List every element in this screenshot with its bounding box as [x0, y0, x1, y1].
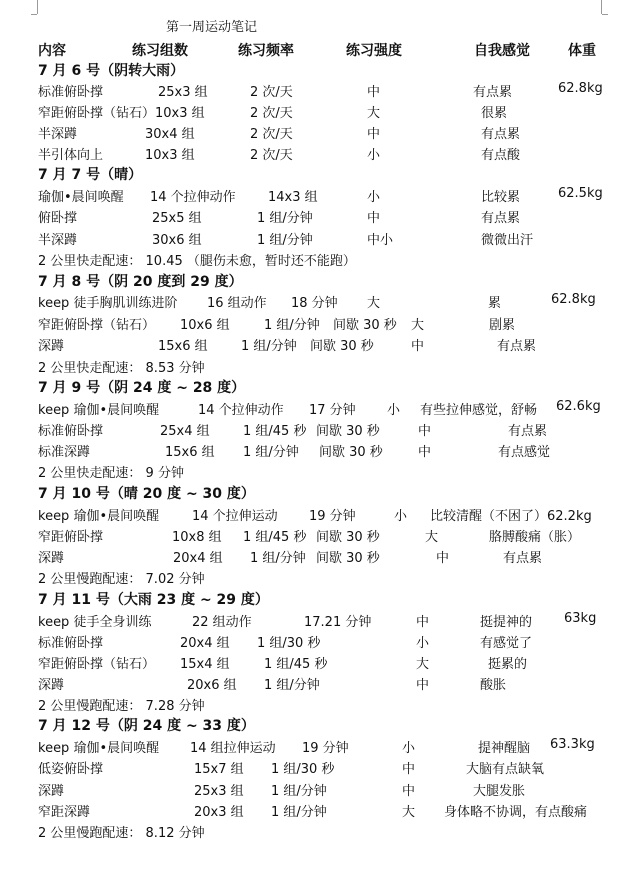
- day-heading: 7 月 8 号（阴 20 度到 29 度）: [38, 274, 243, 290]
- day-heading: 7 月 6 号（阴转大雨）: [38, 63, 185, 79]
- exercise-sets: 25x3 组: [158, 85, 208, 100]
- table-row: [0, 505, 617, 523]
- exercise-intensity: 中: [436, 551, 450, 566]
- exercise-sets: 10x3 组: [145, 148, 195, 163]
- exercise-frequency: 19 分钟: [302, 741, 349, 756]
- exercise-frequency: 1 组/分钟: [264, 678, 320, 693]
- exercise-frequency: 19 分钟: [309, 509, 356, 524]
- exercise-feeling: 有点累: [481, 211, 521, 226]
- exercise-intensity: 大: [367, 106, 381, 121]
- exercise-name: 窄距俯卧撑（钻石）: [38, 318, 156, 333]
- exercise-intensity: 大: [425, 530, 439, 545]
- body-weight: 62.8kg: [558, 81, 603, 96]
- exercise-sets: 14 个拉伸动作: [198, 403, 284, 418]
- exercise-intensity: 中: [411, 339, 425, 354]
- exercise-frequency: 1 组/分钟: [250, 551, 306, 566]
- exercise-name: 标准俯卧撑: [38, 85, 104, 100]
- table-row: [0, 758, 617, 776]
- exercise-feeling: 挺提神的: [480, 615, 533, 630]
- exercise-intensity: 中: [367, 85, 381, 100]
- table-row: [0, 737, 617, 755]
- exercise-intensity: 中: [402, 762, 416, 777]
- table-row: [0, 123, 617, 141]
- corner-mark-left: [37, 0, 38, 14]
- exercise-feeling: 大腿发胀: [473, 784, 526, 799]
- day-heading: 7 月 11 号（大雨 23 度 ~ 29 度）: [38, 592, 269, 608]
- exercise-intensity: 中: [367, 211, 381, 226]
- exercise-intensity: 中: [416, 615, 430, 630]
- exercise-frequency: 2 次/天: [250, 85, 293, 100]
- exercise-intensity: 中: [418, 424, 432, 439]
- exercise-sets: 10x6 组: [180, 318, 230, 333]
- table-row: [0, 314, 617, 332]
- table-header: [0, 40, 617, 58]
- exercise-feeling: 有些拉伸感觉，舒畅: [420, 403, 538, 418]
- exercise-name: 窄距俯卧撑（钻石）10x3 组: [38, 106, 205, 121]
- header-content: 内容: [38, 43, 66, 59]
- exercise-rest: 间歇 30 秒: [316, 530, 380, 545]
- exercise-intensity: 小: [402, 741, 416, 756]
- exercise-name: 深蹲: [38, 339, 65, 354]
- body-weight: 62.5kg: [558, 186, 603, 201]
- exercise-name: 瑜伽•晨间唤醒: [38, 190, 124, 205]
- exercise-frequency: 2 次/天: [250, 106, 293, 121]
- table-row: [0, 335, 617, 353]
- exercise-frequency: 1 组/45 秒: [243, 530, 307, 545]
- pace-note: 2 公里慢跑配速： 7.02 分钟: [38, 572, 205, 587]
- table-row: [0, 674, 617, 692]
- header-sets: 练习组数: [132, 43, 188, 59]
- exercise-frequency: 2 次/天: [250, 127, 293, 142]
- table-row: [0, 81, 617, 99]
- exercise-name: 半深蹲: [38, 233, 78, 248]
- exercise-feeling: 比较清醒（不困了）62.2kg: [430, 509, 592, 524]
- exercise-feeling: 酸胀: [480, 678, 507, 693]
- table-row: [0, 292, 617, 310]
- table-row: [0, 102, 617, 120]
- exercise-name: 深蹲: [38, 678, 65, 693]
- exercise-intensity: 中: [402, 784, 416, 799]
- exercise-frequency: 1 组/分钟: [257, 233, 313, 248]
- header-intensity: 练习强度: [346, 43, 402, 59]
- exercise-frequency: 17.21 分钟: [304, 615, 372, 630]
- exercise-feeling: 提神醒脑: [478, 741, 531, 756]
- pace-note: 2 公里快走配速： 8.53 分钟: [38, 361, 205, 376]
- exercise-feeling: 有点累: [481, 127, 521, 142]
- table-row: [0, 632, 617, 650]
- exercise-feeling: 微微出汗: [481, 233, 534, 248]
- exercise-feeling: 累: [488, 296, 502, 311]
- exercise-sets: 14 组拉伸运动: [190, 741, 276, 756]
- exercise-sets: 15x4 组: [180, 657, 230, 672]
- document-title: 第一周运动笔记: [166, 20, 258, 35]
- exercise-feeling: 有点累: [508, 424, 548, 439]
- exercise-name: keep 瑜伽•晨间唤醒: [38, 741, 160, 756]
- exercise-sets: 15x6 组: [165, 445, 215, 460]
- pace-note: 2 公里快走配速： 10.45 （腿伤未愈，暂时还不能跑）: [38, 254, 356, 269]
- exercise-name: keep 徒手全身训练: [38, 615, 152, 630]
- exercise-feeling: 比较累: [481, 190, 521, 205]
- day-heading: 7 月 9 号（阴 24 度 ~ 28 度）: [38, 380, 246, 396]
- exercise-sets: 15x7 组: [194, 762, 244, 777]
- exercise-intensity: 小: [416, 636, 430, 651]
- exercise-frequency: 1 组/30 秒: [271, 762, 335, 777]
- exercise-sets: 25x3 组: [194, 784, 244, 799]
- exercise-sets: 22 组动作: [192, 615, 252, 630]
- exercise-rest: 间歇 30 秒: [316, 424, 380, 439]
- table-row: [0, 526, 617, 544]
- exercise-sets: 14 个拉伸运动: [192, 509, 278, 524]
- exercise-sets: 20x6 组: [187, 678, 237, 693]
- exercise-rest: 间歇 30 秒: [310, 339, 374, 354]
- exercise-sets: 20x3 组: [194, 805, 244, 820]
- exercise-frequency: 1 组/分钟: [257, 211, 313, 226]
- exercise-name: 低姿俯卧撑: [38, 762, 104, 777]
- exercise-intensity: 小: [387, 403, 401, 418]
- exercise-intensity: 中: [416, 678, 430, 693]
- exercise-feeling: 有点酸: [481, 148, 521, 163]
- table-row: [0, 611, 617, 629]
- day-heading: 7 月 12 号（阴 24 度 ~ 33 度）: [38, 718, 255, 734]
- exercise-sets: 10x8 组: [172, 530, 222, 545]
- exercise-intensity: 大: [402, 805, 416, 820]
- exercise-feeling: 身体略不协调，有点酸痛: [444, 805, 588, 820]
- body-weight: 63.3kg: [550, 737, 595, 752]
- exercise-name: keep 瑜伽•晨间唤醒: [38, 509, 160, 524]
- corner-mark-right: [601, 0, 602, 14]
- exercise-frequency: 18 分钟: [291, 296, 338, 311]
- exercise-feeling: 大脑有点缺氧: [466, 762, 545, 777]
- exercise-frequency: 17 分钟: [309, 403, 356, 418]
- exercise-rest: 间歇 30 秒: [319, 445, 383, 460]
- exercise-feeling: 挺累的: [488, 657, 528, 672]
- table-row: [0, 207, 617, 225]
- exercise-intensity: 小: [367, 190, 381, 205]
- table-row: [0, 186, 617, 204]
- exercise-rest: 间歇 30 秒: [316, 551, 380, 566]
- exercise-name: 深蹲: [38, 551, 65, 566]
- exercise-frequency: 1 组/30 秒: [257, 636, 321, 651]
- exercise-name: keep 瑜伽•晨间唤醒: [38, 403, 160, 418]
- table-row: [0, 420, 617, 438]
- exercise-sets: 14 个拉伸动作: [150, 190, 236, 205]
- corner-mark-right-h: [602, 14, 608, 15]
- exercise-sets: 25x4 组: [160, 424, 210, 439]
- exercise-frequency: 2 次/天: [250, 148, 293, 163]
- exercise-name: 深蹲: [38, 784, 65, 799]
- exercise-feeling: 有点累: [503, 551, 543, 566]
- table-row: [0, 780, 617, 798]
- body-weight: 62.8kg: [551, 292, 596, 307]
- exercise-intensity: 中: [367, 127, 381, 142]
- exercise-feeling: 剧累: [489, 318, 516, 333]
- table-row: [0, 229, 617, 247]
- exercise-name: 标准俯卧撑: [38, 424, 104, 439]
- exercise-intensity: 中: [418, 445, 432, 460]
- table-row: [0, 399, 617, 417]
- exercise-sets: 25x5 组: [152, 211, 202, 226]
- exercise-sets: 20x4 组: [180, 636, 230, 651]
- header-frequency: 练习频率: [238, 43, 294, 59]
- exercise-sets: 30x4 组: [145, 127, 195, 142]
- day-heading: 7 月 10 号（晴 20 度 ~ 30 度）: [38, 486, 255, 502]
- exercise-frequency: 1 组/分钟: [271, 784, 327, 799]
- exercise-name: 半深蹲: [38, 127, 78, 142]
- day-heading: 7 月 7 号（晴）: [38, 167, 143, 183]
- exercise-name: 窄距俯卧撑（钻石）: [38, 657, 156, 672]
- body-weight: 63kg: [564, 611, 597, 626]
- exercise-frequency: 1 组/分钟: [243, 445, 299, 460]
- pace-note: 2 公里慢跑配速： 7.28 分钟: [38, 699, 205, 714]
- exercise-intensity: 大: [367, 296, 381, 311]
- header-weight: 体重: [568, 43, 596, 59]
- exercise-intensity: 大: [416, 657, 430, 672]
- exercise-feeling: 有点累: [473, 85, 513, 100]
- pace-note: 2 公里慢跑配速： 8.12 分钟: [38, 826, 205, 841]
- table-row: [0, 441, 617, 459]
- exercise-sets: 20x4 组: [173, 551, 223, 566]
- exercise-name: 半引体向上: [38, 148, 104, 163]
- exercise-frequency: 1 组/分钟: [264, 318, 320, 333]
- pace-note: 2 公里快走配速： 9 分钟: [38, 466, 184, 481]
- exercise-intensity: 小: [394, 509, 408, 524]
- exercise-name: 俯卧撑: [38, 211, 78, 226]
- exercise-frequency: 1 组/分钟: [241, 339, 297, 354]
- exercise-name: 窄距俯卧撑: [38, 530, 104, 545]
- exercise-name: 标准俯卧撑: [38, 636, 104, 651]
- exercise-feeling: 很累: [481, 106, 508, 121]
- exercise-feeling: 胳膊酸痛（胀）: [489, 530, 581, 545]
- exercise-feeling: 有点累: [497, 339, 537, 354]
- corner-mark-left-h: [31, 14, 37, 15]
- exercise-frequency: 1 组/45 秒: [264, 657, 328, 672]
- exercise-sets: 16 组动作: [207, 296, 267, 311]
- exercise-frequency: 1 组/分钟: [271, 805, 327, 820]
- exercise-rest: 间歇 30 秒: [333, 318, 397, 333]
- exercise-sets: 30x6 组: [152, 233, 202, 248]
- exercise-intensity: 大: [411, 318, 425, 333]
- body-weight: 62.6kg: [556, 399, 601, 414]
- exercise-name: keep 徒手胸肌训练进阶: [38, 296, 178, 311]
- table-row: [0, 653, 617, 671]
- table-row: [0, 801, 617, 819]
- table-row: [0, 144, 617, 162]
- exercise-frequency: 1 组/45 秒: [243, 424, 307, 439]
- exercise-intensity: 中小: [367, 233, 394, 248]
- header-feeling: 自我感觉: [474, 43, 530, 59]
- exercise-sets: 15x6 组: [158, 339, 208, 354]
- exercise-feeling: 有感觉了: [480, 636, 533, 651]
- exercise-frequency: 14x3 组: [268, 190, 318, 205]
- exercise-feeling: 有点感觉: [498, 445, 551, 460]
- exercise-intensity: 小: [367, 148, 381, 163]
- exercise-name: 窄距深蹲: [38, 805, 91, 820]
- table-row: [0, 547, 617, 565]
- exercise-name: 标准深蹲: [38, 445, 91, 460]
